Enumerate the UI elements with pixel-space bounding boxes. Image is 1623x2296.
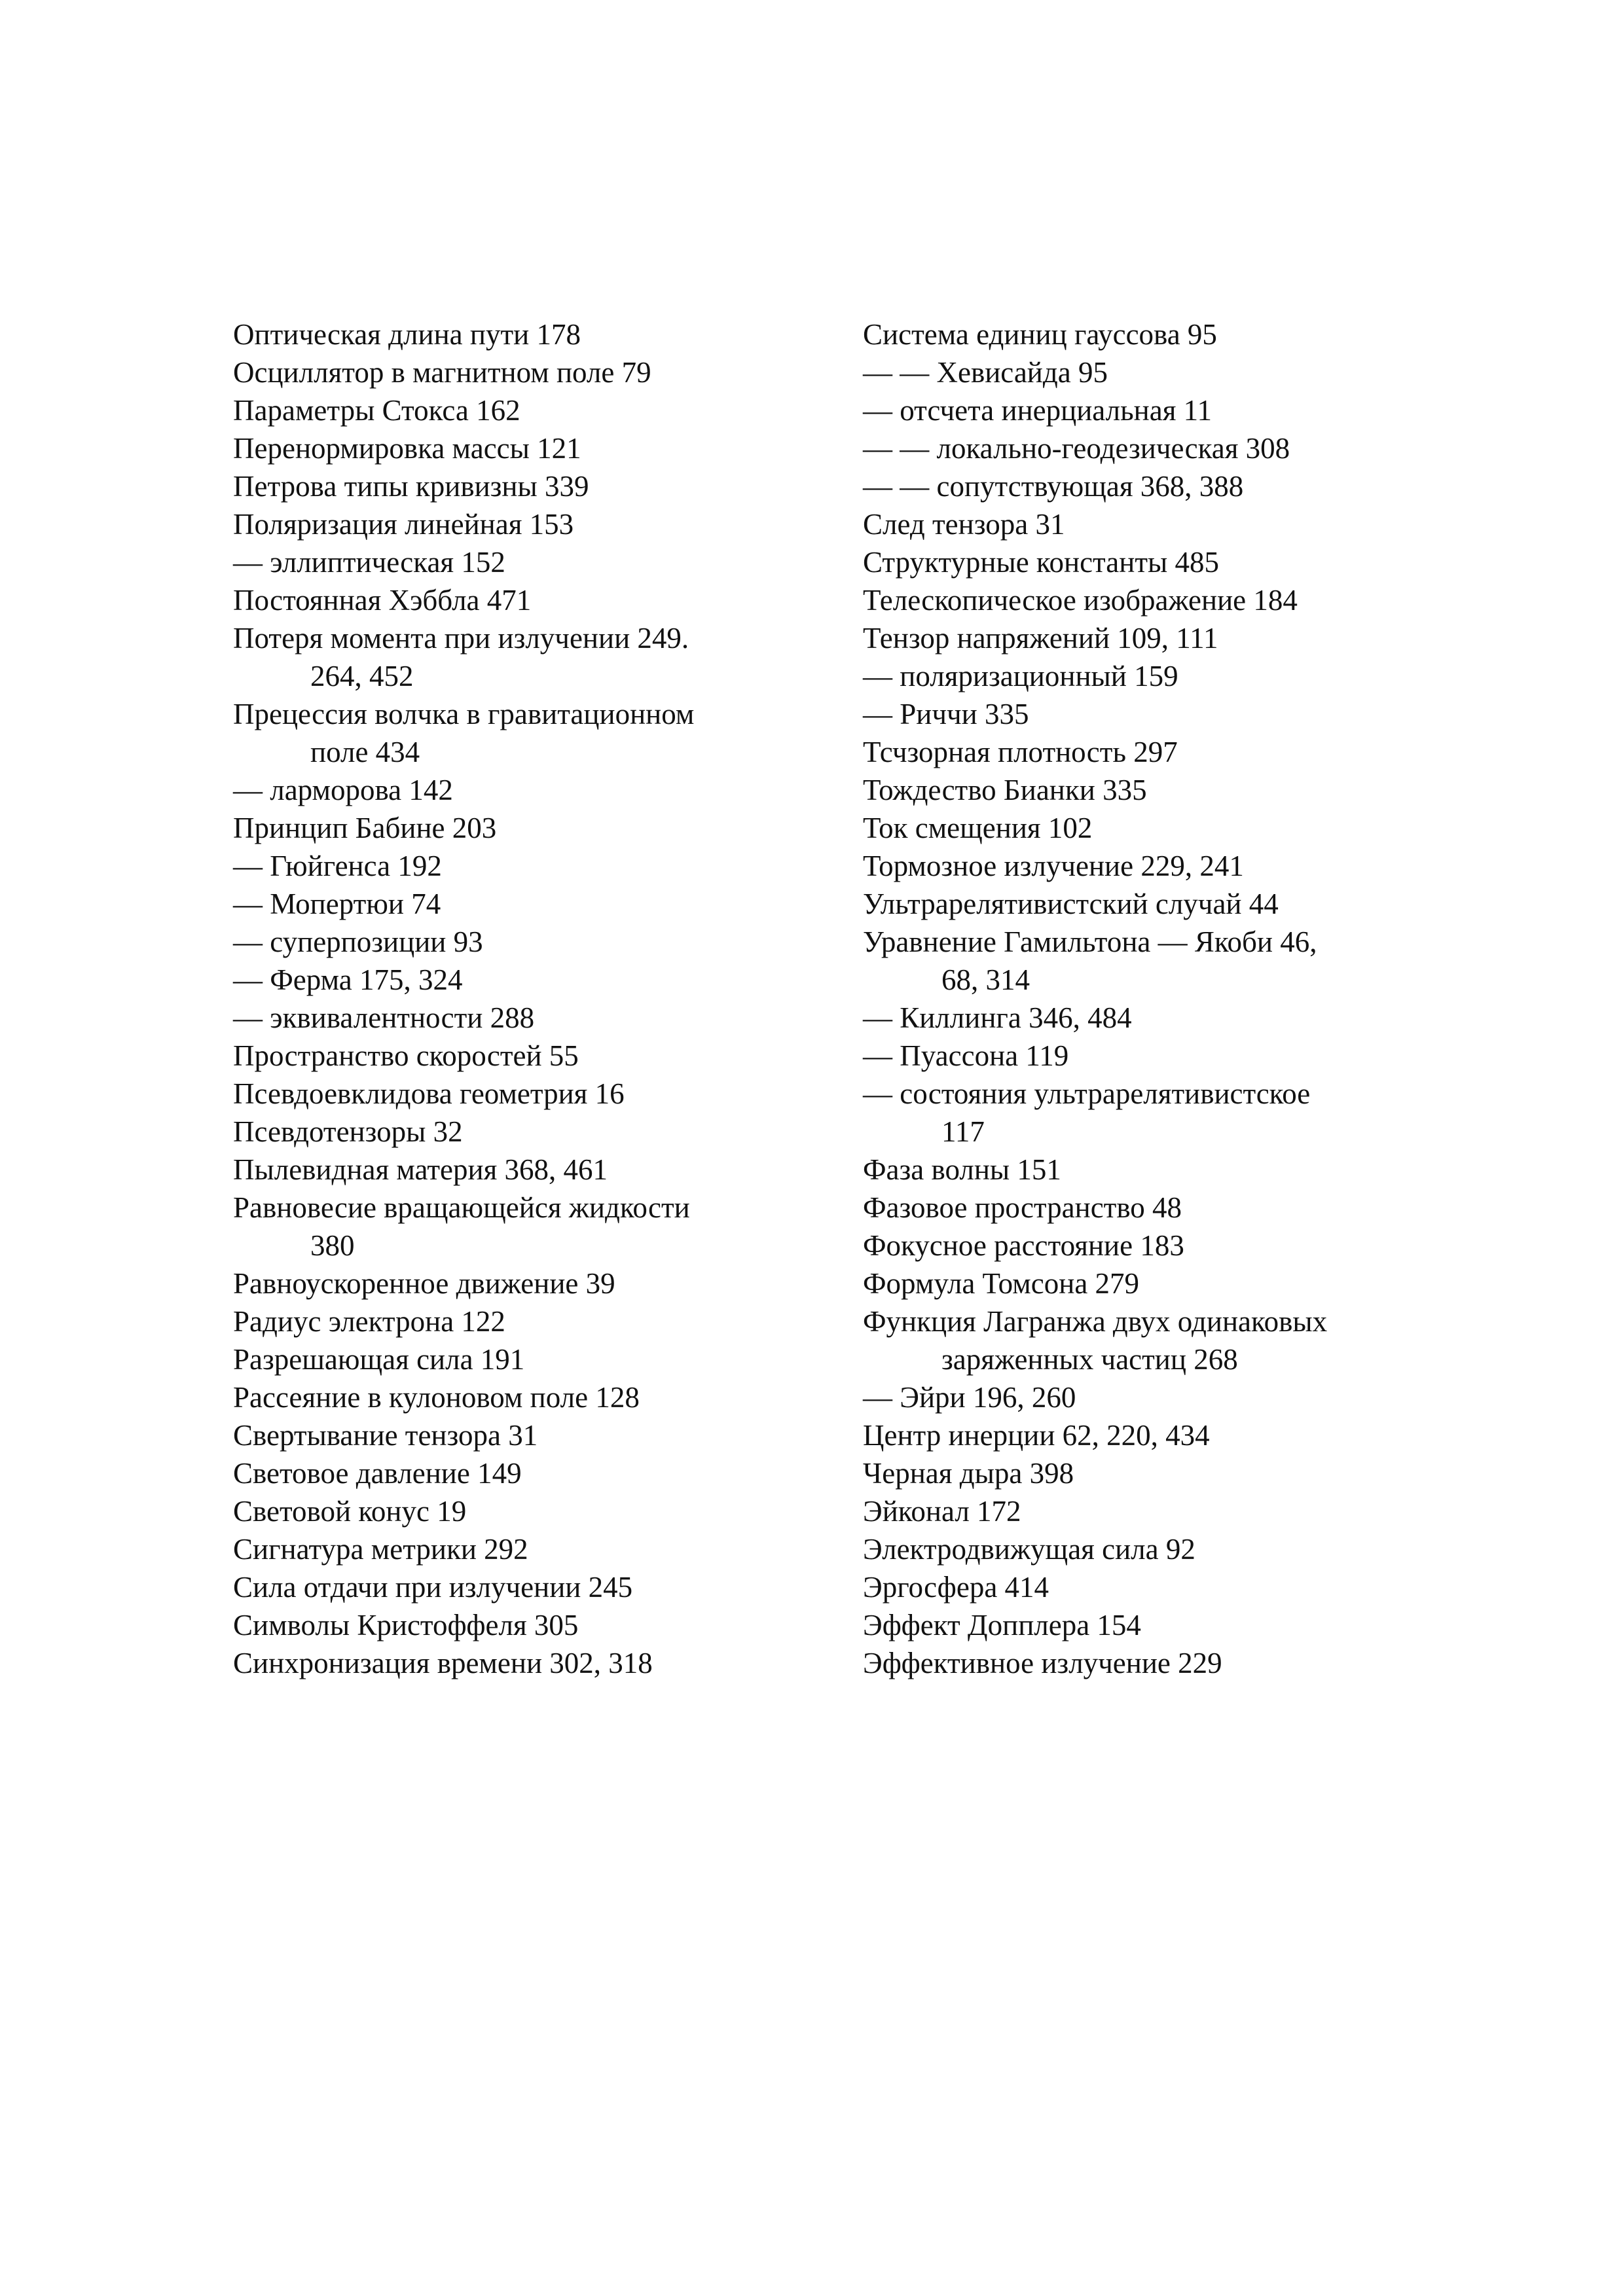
index-entry: Ультрарелятивистский случай 44: [863, 888, 1279, 920]
index-entry: Равновесие вращающейся жидкости: [233, 1191, 690, 1224]
index-entry-continuation: 380: [310, 1229, 355, 1262]
index-entry: Равноускоренное движение 39: [233, 1267, 615, 1300]
index-entry-continuation: поле 434: [310, 736, 420, 768]
index-entry: Система единиц гауссова 95: [863, 318, 1217, 351]
index-entry: Черная дыра 398: [863, 1457, 1074, 1490]
index-entry: Разрешающая сила 191: [233, 1343, 525, 1376]
index-entry: Пылевидная материя 368, 461: [233, 1153, 608, 1186]
index-subentry: — Мопертюи 74: [233, 888, 441, 920]
index-subentry: — отсчета инерциальная 11: [863, 394, 1212, 427]
index-subentry: — Киллинга 346, 484: [863, 1001, 1132, 1034]
index-entry: Функция Лагранжа двух одинаковых: [863, 1305, 1328, 1338]
index-column-right: [863, 315, 1491, 1682]
index-entry: Пространство скоростей 55: [233, 1039, 579, 1072]
index-entry: Петрова типы кривизны 339: [233, 470, 589, 503]
index-entry: Центр инерции 62, 220, 434: [863, 1419, 1210, 1452]
index-entry: Псевдоевклидова геометрия 16: [233, 1077, 625, 1110]
index-entry: След тензора 31: [863, 508, 1065, 541]
index-entry: Сигнатура метрики 292: [233, 1533, 528, 1566]
index-entry: Рассеяние в кулоновом поле 128: [233, 1381, 640, 1414]
index-subentry: — состояния ультрарелятивистское: [863, 1077, 1311, 1110]
index-entry: Эйконал 172: [863, 1495, 1021, 1528]
index-entry: Радиус электрона 122: [233, 1305, 505, 1338]
index-subentry: — Риччи 335: [863, 698, 1029, 730]
index-entry: Тензор напряжений 109, 111: [863, 622, 1218, 655]
index-subentry: — — сопутствующая 368, 388: [863, 470, 1244, 503]
index-entry: Потеря момента при излучении 249.: [233, 622, 689, 655]
index-entry: Электродвижущая сила 92: [863, 1533, 1195, 1566]
index-entry: Символы Кристоффеля 305: [233, 1609, 579, 1641]
index-subentry: — Гюйгенса 192: [233, 850, 442, 882]
index-entry: Уравнение Гамильтона — Якоби 46,: [863, 925, 1317, 958]
index-entry: Оптическая длина пути 178: [233, 318, 581, 351]
index-entry: Фаза волны 151: [863, 1153, 1061, 1186]
index-entry: Световое давление 149: [233, 1457, 522, 1490]
index-entry: Телескопическое изображение 184: [863, 584, 1298, 617]
index-entry: Формула Томсона 279: [863, 1267, 1140, 1300]
index-entry-continuation: 264, 452: [310, 660, 414, 692]
index-entry: Ток смещения 102: [863, 812, 1093, 844]
index-entry: Эффективное излучение 229: [863, 1647, 1222, 1679]
index-entry: Поляризация линейная 153: [233, 508, 574, 541]
index-entry: Световой конус 19: [233, 1495, 467, 1528]
index-subentry: — эквивалентности 288: [233, 1001, 535, 1034]
index-entry: Свертывание тензора 31: [233, 1419, 538, 1452]
index-entry-continuation: 68, 314: [941, 963, 1030, 996]
index-subentry: — — локально-геодезическая 308: [863, 432, 1290, 465]
index-subentry: — Ферма 175, 324: [233, 963, 463, 996]
index-subentry: — ларморова 142: [233, 774, 453, 806]
index-entry: Тормозное излучение 229, 241: [863, 850, 1244, 882]
index-subentry: — суперпозиции 93: [233, 925, 483, 958]
index-entry: Параметры Стокса 162: [233, 394, 520, 427]
index-entry-continuation: заряженных частиц 268: [941, 1343, 1238, 1376]
index-entry: Псевдотензоры 32: [233, 1115, 463, 1148]
index-subentry: — поляризационный 159: [863, 660, 1178, 692]
index-entry: Сила отдачи при излучении 245: [233, 1571, 633, 1604]
index-entry: Принцип Бабине 203: [233, 812, 497, 844]
index-entry: Тсчзорная плотность 297: [863, 736, 1178, 768]
index-entry: Эргосфера 414: [863, 1571, 1049, 1604]
index-subentry: — Эйри 196, 260: [863, 1381, 1076, 1414]
index-entry: Прецессия волчка в гравитационном: [233, 698, 695, 730]
index-entry: Перенормировка массы 121: [233, 432, 581, 465]
index-entry: Синхронизация времени 302, 318: [233, 1647, 653, 1679]
index-entry: Осциллятор в магнитном поле 79: [233, 356, 651, 389]
index-entry: Фазовое пространство 48: [863, 1191, 1182, 1224]
index-entry: Структурные константы 485: [863, 546, 1219, 579]
index-subentry: — Пуассона 119: [863, 1039, 1069, 1072]
index-column-left: [233, 315, 862, 1682]
index-subentry: — эллиптическая 152: [233, 546, 505, 579]
index-entry: Постоянная Хэббла 471: [233, 584, 532, 617]
index-entry: Тождество Бианки 335: [863, 774, 1147, 806]
index-subentry: — — Хевисайда 95: [863, 356, 1108, 389]
index-entry-continuation: 117: [941, 1115, 985, 1148]
index-entry: Эффект Допплера 154: [863, 1609, 1141, 1641]
index-entry: Фокусное расстояние 183: [863, 1229, 1184, 1262]
